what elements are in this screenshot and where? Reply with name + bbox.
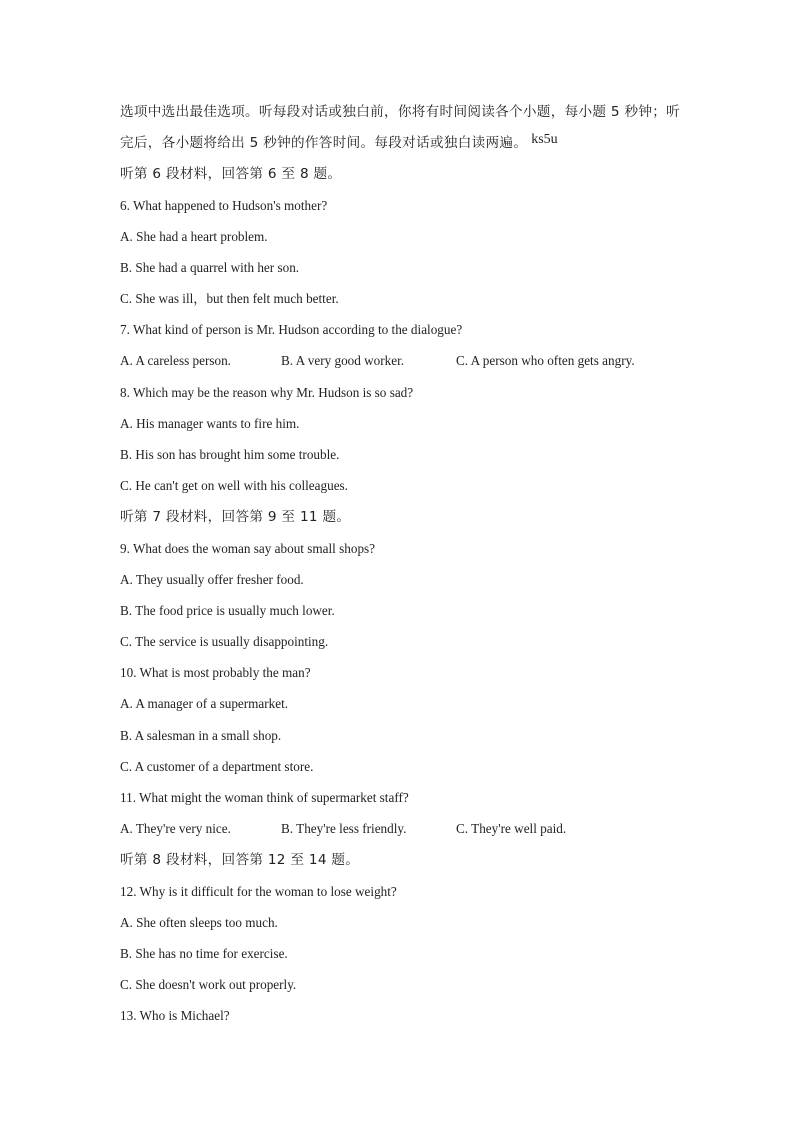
question-stem-10: 10. What is most probably the man?: [120, 665, 311, 680]
instructions-line-2-wrap: [120, 134, 558, 153]
instructions-line-2: 完后，各小题将给出 5 秒钟的作答时间。每段对话或独白读两遍。: [120, 135, 528, 151]
question-stem-11: 11. What might the woman think of supermarket staff?: [120, 790, 409, 805]
question-stem-12: 12. Why is it difficult for the woman to lose weight?: [120, 884, 397, 899]
watermark-text: ks5u: [531, 132, 558, 147]
question-stem-9: 9. What does the woman say about small shops?: [120, 541, 376, 556]
option-8a: A. His manager wants to fire him.: [120, 416, 300, 431]
option-8b: B. His son has brought him some trouble.: [120, 447, 340, 462]
options-row-11: [120, 820, 566, 838]
question-stem-13: 13. Who is Michael?: [120, 1008, 230, 1023]
option-11b: B. They're less friendly.: [281, 821, 407, 836]
option-6c: C. She was ill，but then felt much better.: [120, 291, 339, 306]
option-7a: A. A careless person.: [120, 353, 231, 368]
option-11a: A. They're very nice.: [120, 821, 231, 836]
option-12c: C. She doesn't work out properly.: [120, 977, 297, 992]
option-8c: C. He can't get on well with his colleagues.: [120, 478, 348, 493]
option-12a: A. She often sleeps too much.: [120, 915, 278, 930]
option-9b: B. The food price is usually much lower.: [120, 603, 335, 618]
option-10b: B. A salesman in a small shop.: [120, 728, 282, 743]
option-9a: A. They usually offer fresher food.: [120, 572, 304, 587]
option-6b: B. She had a quarrel with her son.: [120, 260, 300, 275]
question-stem-8: 8. Which may be the reason why Mr. Hudson is so sad?: [120, 385, 414, 400]
option-7c: C. A person who often gets angry.: [456, 353, 635, 368]
option-7b: B. A very good worker.: [281, 353, 405, 368]
section-heading-2: 听第 7 段材料，回答第 9 至 11 题。: [120, 509, 351, 525]
option-9c: C. The service is usually disappointing.: [120, 634, 329, 649]
question-stem-7: 7. What kind of person is Mr. Hudson according to the dialogue?: [120, 322, 463, 337]
option-12b: B. She has no time for exercise.: [120, 946, 288, 961]
options-row-7: [120, 352, 635, 370]
section-heading-3: 听第 8 段材料，回答第 12 至 14 题。: [120, 852, 360, 868]
option-6a: A. She had a heart problem.: [120, 229, 268, 244]
instructions-line-1: 选项中选出最佳选项。听每段对话或独白前，你将有时间阅读各个小题，每小题 5 秒钟；听: [120, 104, 681, 120]
section-heading-1: 听第 6 段材料，回答第 6 至 8 题。: [120, 166, 342, 182]
question-stem-6: 6. What happened to Hudson's mother?: [120, 198, 328, 213]
option-10c: C. A customer of a department store.: [120, 759, 314, 774]
option-10a: A. A manager of a supermarket.: [120, 696, 289, 711]
option-11c: C. They're well paid.: [456, 821, 567, 836]
